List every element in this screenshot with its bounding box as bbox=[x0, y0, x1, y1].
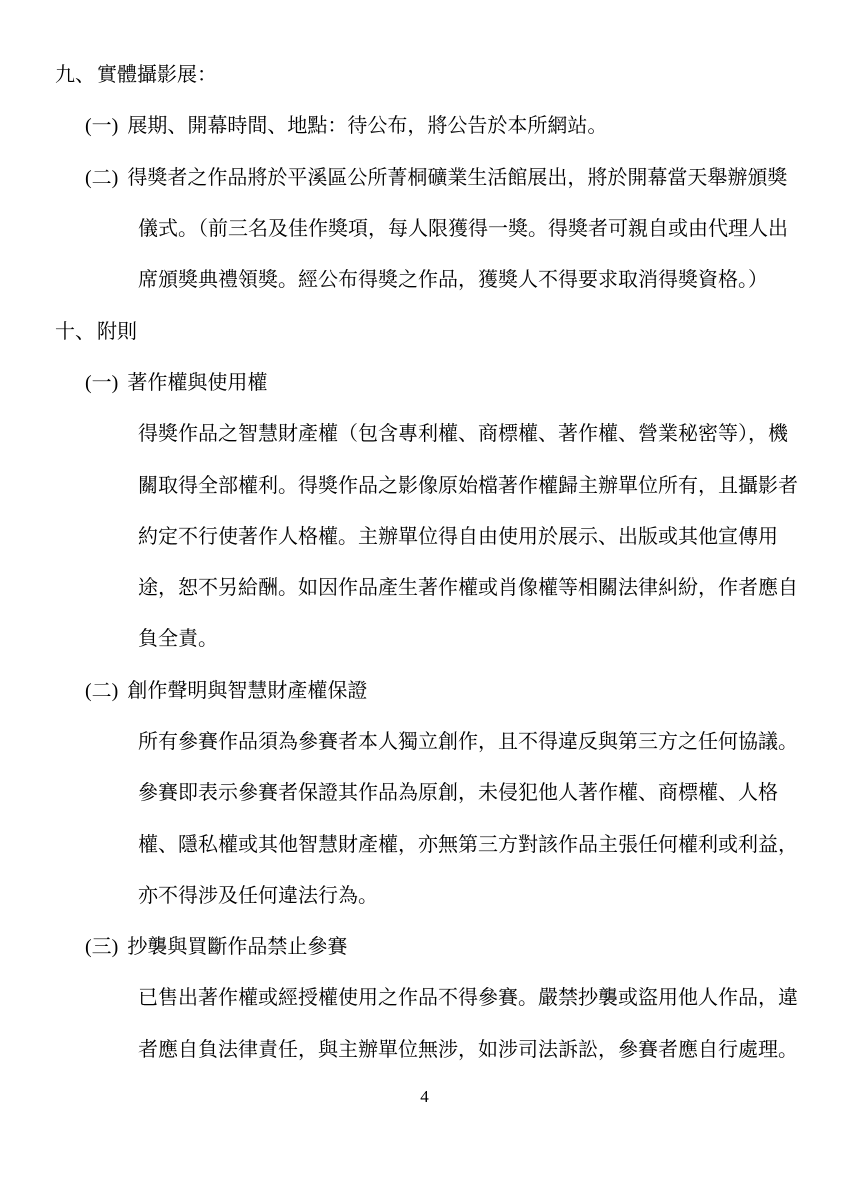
body-text: 權、隱私權或其他智慧財產權，亦無第三方對該作品主張任何權利或利益， bbox=[138, 833, 798, 856]
list-item-text: 儀式。（前三名及佳作獎項，每人限獲得一獎。得獎者可親自或由代理人出 bbox=[138, 218, 788, 241]
body-line bbox=[0, 714, 849, 765]
list-item-label: (二) bbox=[85, 166, 119, 189]
body-text: 得獎作品之智慧財產權（包含專利權、商標權、著作權、營業秘密等），機 bbox=[138, 423, 788, 446]
list-item-title: 著作權與使用權 bbox=[127, 371, 268, 394]
body-line bbox=[0, 509, 849, 560]
section-number: 九、 bbox=[55, 64, 95, 87]
list-item-label: (一) bbox=[85, 371, 119, 394]
list-item-title: 創作聲明與智慧財產權保證 bbox=[127, 679, 368, 702]
list-item-title: 抄襲與買斷作品禁止參賽 bbox=[127, 936, 348, 959]
list-item-text: 得獎者之作品將於平溪區公所菁桐礦業生活館展出，將於開幕當天舉辦頒獎 bbox=[127, 166, 788, 189]
document-content bbox=[0, 47, 849, 1073]
body-line bbox=[0, 406, 849, 457]
section-heading bbox=[0, 47, 849, 98]
list-item-label: (二) bbox=[85, 679, 119, 702]
list-item-label: (三) bbox=[85, 936, 119, 959]
body-line bbox=[0, 560, 849, 611]
body-text: 者應自負法律責任，與主辦單位無涉，如涉司法訴訟，參賽者應自行處理。 bbox=[138, 1038, 798, 1061]
body-line bbox=[0, 252, 849, 303]
body-line bbox=[0, 201, 849, 252]
section-number: 十、 bbox=[55, 320, 95, 343]
body-line bbox=[0, 970, 849, 1021]
section-title: 實體攝影展： bbox=[97, 64, 217, 87]
list-item bbox=[0, 919, 849, 970]
list-item-text: 席頒獎典禮領獎。經公布得獎之作品，獲獎人不得要求取消得獎資格。） bbox=[138, 269, 768, 292]
list-item bbox=[0, 663, 849, 714]
body-line bbox=[0, 1022, 849, 1073]
section-title: 附則 bbox=[97, 320, 137, 343]
body-text: 已售出著作權或經授權使用之作品不得參賽。嚴禁抄襲或盜用他人作品，違 bbox=[138, 987, 798, 1010]
body-line bbox=[0, 816, 849, 867]
list-item bbox=[0, 355, 849, 406]
body-line bbox=[0, 457, 849, 508]
list-item bbox=[0, 150, 849, 201]
body-text: 途，恕不另給酬。如因作品產生著作權或肖像權等相關法律糾紛，作者應自 bbox=[138, 577, 798, 600]
section-heading bbox=[0, 303, 849, 354]
body-text: 參賽即表示參賽者保證其作品為原創，未侵犯他人著作權、商標權、人格 bbox=[138, 782, 778, 805]
body-text: 所有參賽作品須為參賽者本人獨立創作，且不得違反與第三方之任何協議。 bbox=[138, 731, 798, 753]
body-text: 負全責。 bbox=[138, 628, 218, 651]
body-line bbox=[0, 868, 849, 919]
list-item-label: (一) bbox=[85, 115, 119, 138]
body-text: 約定不行使著作人格權。主辦單位得自由使用於展示、出版或其他宣傳用 bbox=[138, 525, 778, 548]
body-line bbox=[0, 765, 849, 816]
body-text: 亦不得涉及任何違法行為。 bbox=[138, 884, 378, 907]
list-item bbox=[0, 98, 849, 149]
list-item-text: 展期、開幕時間、地點：待公布，將公告於本所網站。 bbox=[127, 115, 608, 138]
body-line bbox=[0, 611, 849, 662]
body-text: 關取得全部權利。得獎作品之影像原始檔著作權歸主辦單位所有，且攝影者 bbox=[138, 474, 798, 497]
page-number: 4 bbox=[420, 1087, 429, 1106]
